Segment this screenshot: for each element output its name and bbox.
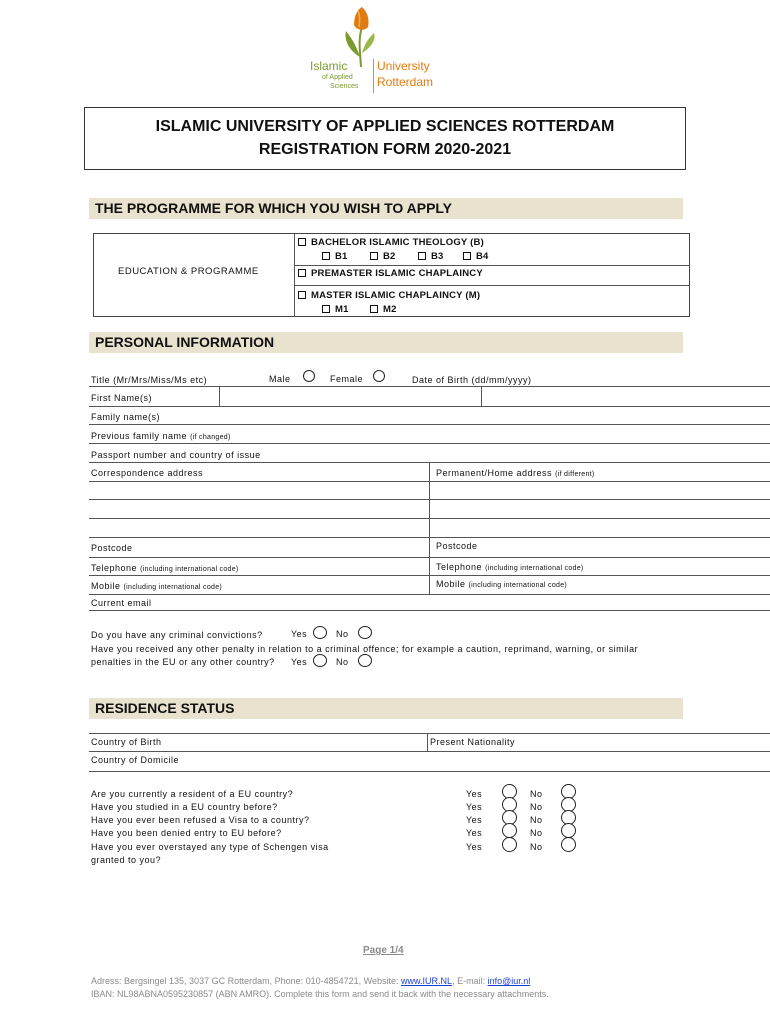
premaster-checkbox[interactable]: [298, 269, 306, 277]
first-name-label: First Name(s): [91, 393, 152, 403]
m1-label: M1: [335, 304, 349, 315]
page-subtitle: REGISTRATION FORM 2020-2021: [258, 141, 512, 158]
title-box: [84, 107, 686, 170]
penalty-no-label: No: [336, 657, 349, 667]
page-title: ISLAMIC UNIVERSITY OF APPLIED SCIENCES ROTTERDAM: [155, 118, 615, 135]
page-number: Page 1/4: [363, 945, 404, 956]
res-no-label-4: No: [530, 828, 543, 838]
res-no-label-1: No: [530, 789, 543, 799]
b1-label: B1: [335, 251, 348, 262]
b4-checkbox[interactable]: [463, 252, 471, 260]
criminal-no-radio[interactable]: [358, 626, 372, 639]
res-no-radio-4[interactable]: [561, 823, 576, 838]
m2-checkbox[interactable]: [370, 305, 378, 313]
res-no-label-5: No: [530, 842, 543, 852]
res-no-label-2: No: [530, 802, 543, 812]
section-residence-header: RESIDENCE STATUS: [89, 698, 683, 719]
res-yes-label-3: Yes: [466, 815, 483, 825]
m2-label: M2: [383, 304, 397, 315]
res-no-label-3: No: [530, 815, 543, 825]
res-no-radio-5[interactable]: [561, 837, 576, 852]
penalty-yes-radio[interactable]: [313, 654, 327, 667]
bachelor-option[interactable]: [298, 237, 484, 248]
premaster-option[interactable]: [298, 268, 483, 279]
res-yes-label-5: Yes: [466, 842, 483, 852]
res-yes-label-1: Yes: [466, 789, 483, 799]
res-yes-radio-5[interactable]: [502, 837, 517, 852]
logo-line-applied: of Applied: [322, 74, 353, 81]
programme-row-label: EDUCATION & PROGRAMME: [118, 266, 259, 277]
country-domicile-label: Country of Domicile: [91, 755, 180, 765]
logo-word-rotterdam: Rotterdam: [377, 75, 434, 89]
master-option[interactable]: [298, 290, 480, 301]
b4-label: B4: [476, 251, 489, 262]
b1-checkbox[interactable]: [322, 252, 330, 260]
mobile-left-label: Mobile (including international code): [91, 581, 223, 591]
correspondence-label: Correspondence address: [91, 468, 204, 478]
b3-label: B3: [431, 251, 444, 262]
res-yes-label-4: Yes: [466, 828, 483, 838]
b2-option[interactable]: [370, 251, 396, 262]
website-link[interactable]: www.IUR.NL: [401, 976, 453, 986]
penalty-yes-label: Yes: [291, 657, 308, 667]
email-link[interactable]: info@iur.nl: [487, 976, 531, 986]
premaster-label: PREMASTER ISLAMIC CHAPLAINCY: [311, 268, 483, 279]
penalty-question-line2: penalties in the EU or any other country?: [91, 657, 275, 667]
mobile-right-label: Mobile (including international code): [436, 579, 568, 589]
residence-question-3: Have you ever been refused a Visa to a country?: [91, 815, 310, 825]
res-yes-label-2: Yes: [466, 802, 483, 812]
previous-family-label: Previous family name (if changed): [91, 431, 231, 441]
m1-option[interactable]: [322, 304, 349, 315]
passport-label: Passport number and country of issue: [91, 450, 261, 460]
dob-label: Date of Birth (dd/mm/yyyy): [412, 375, 532, 385]
nationality-label: Present Nationality: [430, 737, 516, 747]
res-yes-radio-4[interactable]: [502, 823, 517, 838]
postcode-right-label: Postcode: [436, 541, 478, 551]
m2-option[interactable]: [370, 304, 397, 315]
male-label: Male: [269, 374, 291, 384]
telephone-left-label: Telephone (including international code): [91, 563, 239, 573]
criminal-yes-label: Yes: [291, 629, 308, 639]
telephone-right-label: Telephone (including international code): [436, 562, 584, 572]
residence-question-5: Have you ever overstayed any type of Schengen visa: [91, 842, 329, 852]
residence-question-4: Have you been denied entry to EU before?: [91, 828, 282, 838]
email-label: Current email: [91, 598, 152, 608]
bachelor-label: BACHELOR ISLAMIC THEOLOGY (B): [311, 237, 484, 248]
criminal-yes-radio[interactable]: [313, 626, 327, 639]
footer-address: Adress: Bergsingel 135, 3037 GC Rotterdam, Phone: 010-4854721, Website: www.IUR.NL, E-mail: info@iur.nl: [91, 976, 531, 986]
permanent-label: Permanent/Home address (if different): [436, 468, 595, 478]
residence-question-1: Are you currently a resident of a EU country?: [91, 789, 294, 799]
bachelor-checkbox[interactable]: [298, 238, 306, 246]
logo-word-islamic: Islamic: [310, 59, 348, 73]
female-radio[interactable]: [373, 370, 385, 382]
master-label: MASTER ISLAMIC CHAPLAINCY (M): [311, 290, 481, 301]
title-field-label: Title (Mr/Mrs/Miss/Ms etc): [91, 375, 208, 385]
section-programme-header: THE PROGRAMME FOR WHICH YOU WISH TO APPLY: [89, 198, 683, 219]
b4-option[interactable]: [463, 251, 489, 262]
b3-checkbox[interactable]: [418, 252, 426, 260]
residence-question-5-tail: granted to you?: [91, 855, 162, 865]
master-checkbox[interactable]: [298, 291, 306, 299]
b2-checkbox[interactable]: [370, 252, 378, 260]
residence-question-2: Have you studied in a EU country before?: [91, 802, 278, 812]
m1-checkbox[interactable]: [322, 305, 330, 313]
country-birth-label: Country of Birth: [91, 737, 162, 747]
penalty-no-radio[interactable]: [358, 654, 372, 667]
criminal-no-label: No: [336, 629, 349, 639]
family-name-label: Family name(s): [91, 412, 161, 422]
university-logo: [300, 5, 450, 95]
tulip-icon: [338, 5, 384, 67]
logo-word-university: University: [377, 59, 430, 73]
penalty-question-line1: Have you received any other penalty in relation to a criminal offence; for example a caution, reprimand, warning, or similar: [91, 644, 639, 654]
footer-iban: IBAN: NL98ABNA0595230857 (ABN AMRO). Complete this form and send it back with the necessary attachments.: [91, 989, 549, 999]
section-personal-header: PERSONAL INFORMATION: [89, 332, 683, 353]
criminal-question: Do you have any criminal convictions?: [91, 630, 263, 640]
b2-label: B2: [383, 251, 396, 262]
postcode-left-label: Postcode: [91, 543, 133, 553]
logo-line-sciences: Sciences: [330, 83, 359, 90]
b3-option[interactable]: [418, 251, 444, 262]
b1-option[interactable]: [322, 251, 348, 262]
female-label: Female: [330, 374, 364, 384]
male-radio[interactable]: [303, 370, 315, 382]
